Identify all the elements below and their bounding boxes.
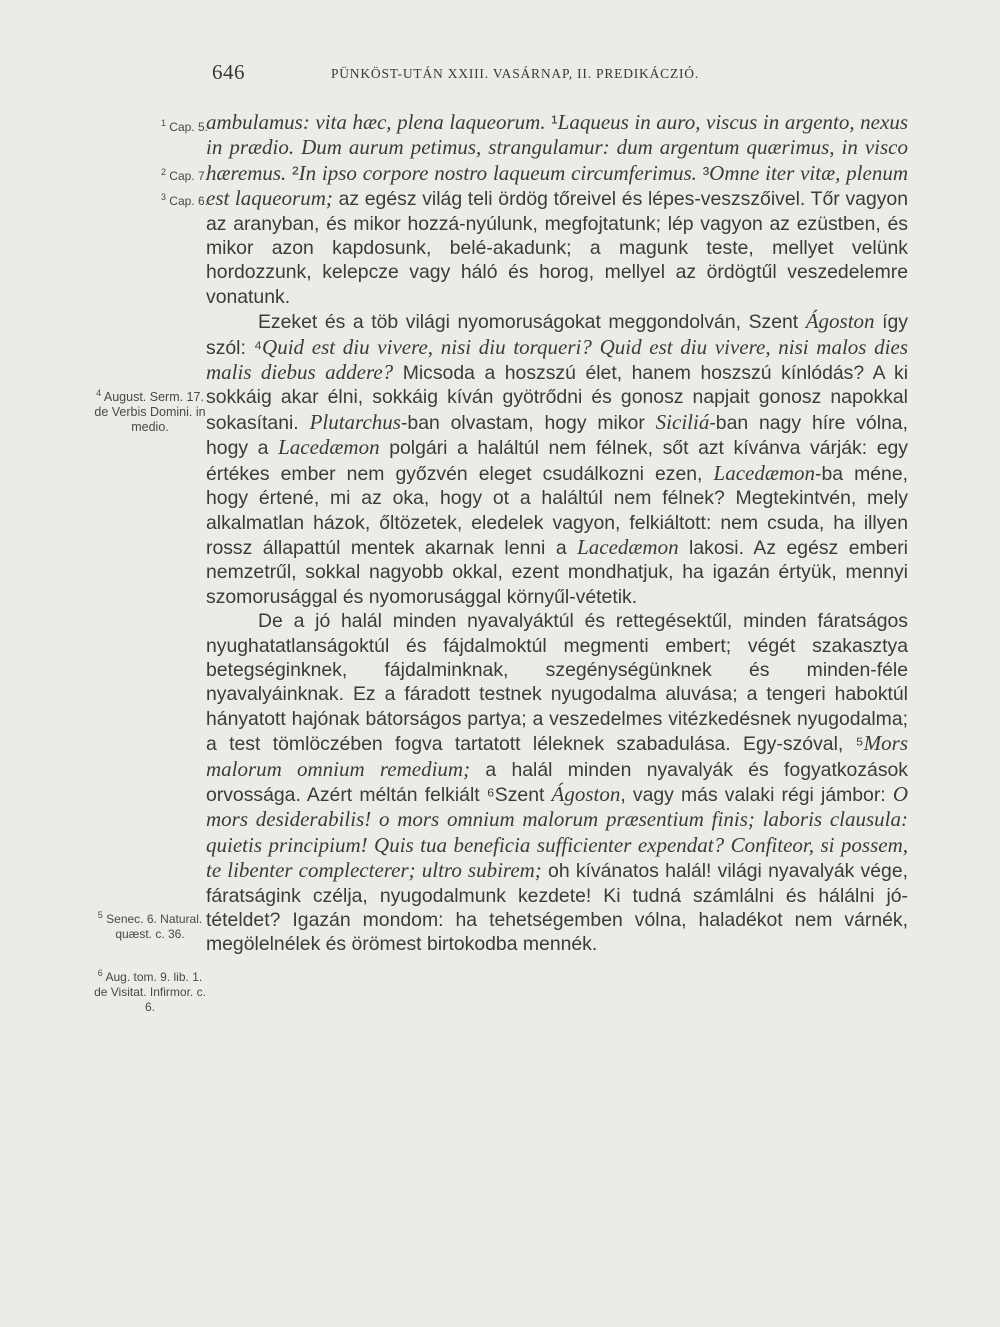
latin-quote: Quid est diu vivere, nisi diu torqueri? Quid est diu vivere, nisi malos dies malis diebus addere? bbox=[206, 334, 909, 385]
latin-quote: Lacedæmon bbox=[713, 460, 816, 485]
text-run: az egész világ teli ördög tőreivel és lépes-veszszőivel. Tőr vagyon az aranyban, és mikor hozzá-nyúlunk, megfojtatunk; lép vagyon az ezüstben, és mikor azon kapdosunk, belé-akadunk; a magunk teste, mellyet velünk hordozzunk, kelepcze vagy háló és horog, mellyel az ördögtűl veszedelemre vonatunk. bbox=[206, 188, 908, 308]
margin-note: $^4$ August. Serm. 17. de Verbis Domini. in medio. bbox=[94, 388, 206, 435]
margin-note: $^5$ Senec. 6. Natural. quæst. c. 36. bbox=[97, 910, 203, 941]
running-head: PÜNKÖST-UTÁN XXIII. VASÁRNAP, II. PREDIKÁCZIÓ. bbox=[330, 66, 700, 81]
text-run: -ban nagy híre vólna, hogy a bbox=[206, 411, 908, 460]
text-run: így szól: ⁴ bbox=[206, 311, 908, 359]
text-run: -ban olvastam, hogy mikor bbox=[400, 411, 656, 434]
text-run: ¹ bbox=[551, 112, 558, 134]
paragraph bbox=[206, 609, 908, 957]
text-run: Ezeket és a töb világi nyomoruságokat meggondolván, Szent bbox=[258, 311, 806, 334]
text-run: -ba méne, hogy értené, mi az oka, hogy ot a haláltúl nem félnek? Megtekintvén, mely alkalmatlan házok, őltözetek, eledelek vagyon, felkiáltott: nem csuda, ha illyen rossz állapattúl mentek akarnak lenni a bbox=[206, 462, 908, 559]
text-run: , vagy más valaki régi jámbor: bbox=[620, 783, 893, 806]
latin-quote: Ágoston bbox=[551, 781, 621, 806]
latin-quote: In ipso corpore nostro laqueum circumferimus. bbox=[298, 160, 703, 185]
margin-note: $^6$ Aug. tom. 9. lib. 1. de Visitat. Infirmor. c. 6. bbox=[94, 968, 206, 1014]
margin-note: $^3$ Cap. 6. bbox=[160, 192, 208, 208]
text-run: ² bbox=[292, 162, 299, 185]
latin-quote: Ágoston bbox=[805, 309, 875, 334]
latin-quote: Omne iter vitæ, plenum est laqueorum; bbox=[206, 160, 908, 211]
text-run: ³ bbox=[702, 162, 710, 185]
latin-quote: ambulamus: vita hæc, plena laqueorum. bbox=[206, 110, 552, 134]
main-text bbox=[206, 110, 908, 957]
latin-quote: Mors malorum omnium remedium; bbox=[206, 731, 908, 781]
text-run: oh kívánatos halál! világi nyavalyák vége, fáratságink czélja, nyugodalmunk kezdete! Ki tudná számlálni és hálálni jó-tételdet? Igazán mondom: ha tehetségemben vólna, haladékot nem várnék, megölelnélek és örömest birtokodba mennék. bbox=[206, 860, 908, 956]
margin-note: $^1$ Cap. 5. bbox=[160, 118, 208, 134]
latin-quote: O mors desiderabilis! o mors omnium malorum præsentium finis; laboris clausula: quietis principium! Quis tua beneficia sufficienter expendat? Confiteor, si possem, te libenter complecterer; ultro subirem; bbox=[206, 781, 908, 883]
latin-quote: Lacedæmon bbox=[577, 534, 679, 559]
latin-quote: Plutarchus bbox=[309, 409, 401, 434]
latin-quote: Lacedæmon bbox=[278, 435, 380, 460]
text-run: De a jó halál minden nyavalyáktúl és rettegésektűl, minden fáratságos nyughatatlanságoktúl és fájdalmoktúl megmenti embert; végét szakasztya betegséginknek, fájdalminknak, szegénységünknek és minden-féle nyavalyáinknak. Ez a fáradott testnek nyugodalma aluvása; a tengeri haboktúl hányatott hajónak bátorságos partya; a veszedelmes vitézkedésnek nyugodalma; a test tömlöczében fogva tartatott léleknek szabadulása. Egy-szóval, ⁵ bbox=[206, 610, 908, 756]
page-header bbox=[0, 60, 1000, 90]
latin-quote: Laqueus in auro, viscus in argento, nexus in prædio. Dum aurum petimus, strangulamur: dum argentum quærimus, in visco hæremus. bbox=[206, 110, 909, 185]
text-run: lakosi. Az egész emberi nemzetrűl, sokkal nagyobb okkal, ezent mondhatjuk, ha igazán értyük, mennyi szomorusággal és nyomorusággal környűl-vétetik. bbox=[206, 536, 908, 608]
text-run: a halál minden nyavalyák és fogyatkozások orvossága. Azért méltán felkiált ⁶Szent bbox=[206, 758, 908, 806]
latin-quote: Siciliá bbox=[655, 409, 710, 434]
paragraph bbox=[206, 110, 908, 309]
paragraph bbox=[206, 309, 908, 609]
margin-note: $^2$ Cap. 7. bbox=[160, 167, 208, 183]
text-run: Micsoda a hoszszú élet, hanem hoszszú kínlódás? A ki sokkáig akar élni, sokkáig kíván gyötrődni és gonosz napjait gonosz napokkal sokasítani. bbox=[206, 362, 908, 434]
text-run: polgári a haláltúl nem félnek, sőt azt kívánva várják: egy értékes ember nem győzvén eleget csudálkozni ezen, bbox=[206, 437, 908, 485]
page-number: 646 bbox=[212, 60, 245, 84]
